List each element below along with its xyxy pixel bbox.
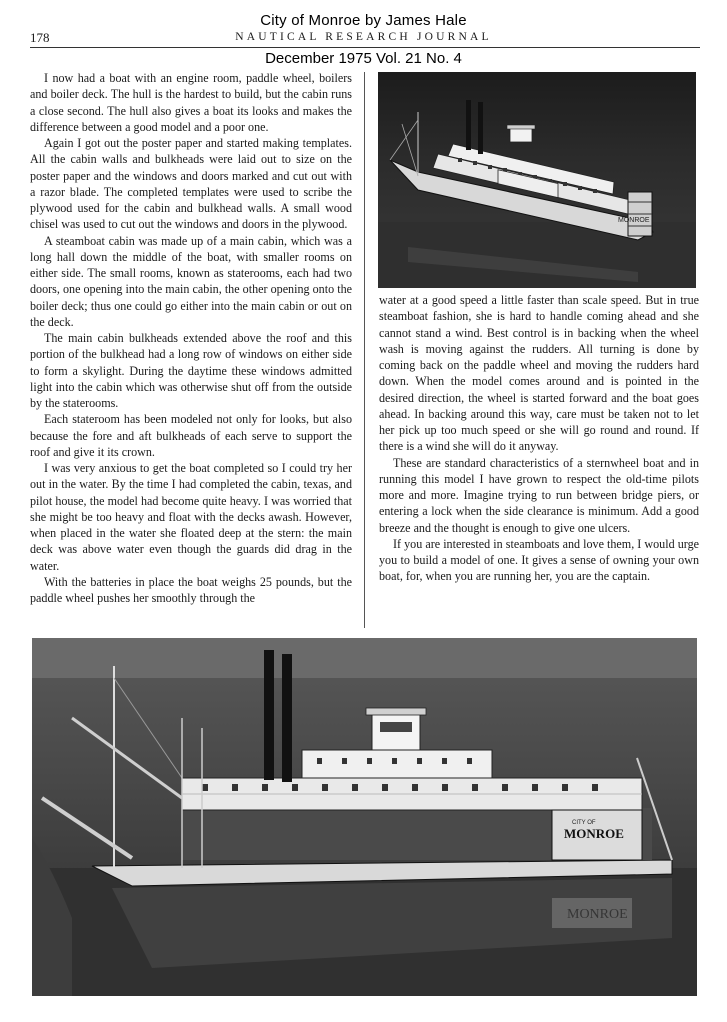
paragraph: water at a good speed a little faster than scale speed. But in true steamboat fashion, she is hard to handle coming ahead and she cannot stand a wind. Best control is in backing when the wheel wash is moving against the rudders. All turning is done by coming back on the paddle wheel and moving the rudders hard down. When the model comes around and is pointed in the desired direction, the wheel is started forward and the boat goes ahead. In backing around this way, care must be taken not to let her pick up too much speed or she will go round and round. If there is a wind she will do it anyway. <box>379 293 699 454</box>
header-rule <box>30 47 700 48</box>
boat-illustration-bottom <box>32 638 697 996</box>
paragraph: I now had a boat with an engine room, paddle wheel, boilers and boiler deck. The hull is the hardest to build, but the cabin runs a close second. The hull also gives a boat its looks and makes the difference between a good model and a poor one. <box>30 71 352 134</box>
paragraph: With the batteries in place the boat weighs 25 pounds, but the paddle wheel pushes her smoothly through the <box>30 574 352 605</box>
page-number: 178 <box>30 30 50 45</box>
hull-lettering-top: MONROE <box>618 217 650 224</box>
left-column <box>30 70 352 606</box>
paragraph: The main cabin bulkheads extended above the roof and this portion of the bulkhead had a long row of windows on either side to form a skylight. During the daytime these windows admitted light into the cabin which was otherwise shut off from the outside by the staterooms. <box>30 331 352 410</box>
reflection-lettering: MONROE <box>567 907 628 922</box>
overlay-issue: December 1975 Vol. 21 No. 4 <box>265 50 462 67</box>
paragraph: I was very anxious to get the boat completed so I could try her out in the water. By the time I had completed the cabin, texas, and pilot house, the model had become quite heavy. I was worried that she might be too heavy and float with the decks awash. However, when placed in the water she floated deep at the stern: the main deck was above water even though the guards did drag in the water. <box>30 461 352 573</box>
hull-small-lettering: CITY OF <box>572 820 596 826</box>
paragraph: A steamboat cabin was made up of a main cabin, which was a long hall down the middle of the boat, with smaller rooms on either side. The small rooms, known as staterooms, each had two doors, one opening into the main cabin, the other opening onto the boiler deck; thus one could go either into the main cabin or out on the deck. <box>30 233 352 329</box>
running-head: NAUTICAL RESEARCH JOURNAL <box>235 31 492 43</box>
column-divider <box>364 72 365 628</box>
paragraph: If you are interested in steamboats and love them, I would urge you to build a model of one. It gives a sense of owning your own boat, for, when you are running her, you are the captain. <box>379 536 699 584</box>
boat-illustration-top <box>378 72 696 288</box>
overlay-title: City of Monroe by James Hale <box>260 12 467 29</box>
hull-lettering-bottom: MONROE <box>564 826 624 841</box>
photo-model-bottom <box>32 638 697 996</box>
paragraph: Again I got out the poster paper and started making templates. All the cabin walls and bulkheads were laid out to size on the poster paper and the windows and doors marked and cut out with a razor blade. The completed templates were used to scribe the plywood used for the cabin and bulkhead walls. A small wood chisel was used to cut out the windows and doors in the plywood. <box>30 136 352 232</box>
paragraph: Each stateroom has been modeled not only for looks, but also because the fore and aft bulkheads of each serve to support the roof and give it its crown. <box>30 412 352 459</box>
photo-model-top <box>378 72 696 288</box>
right-column <box>379 292 699 585</box>
paragraph: These are standard characteristics of a sternwheel boat and in running this model I have grown to respect the old-time pilots more and more. Imagine trying to run between bridge piers, or entering a lock when the side clearance is minimum. Add a good breeze and the thought is enough to give one ulcers. <box>379 455 699 535</box>
